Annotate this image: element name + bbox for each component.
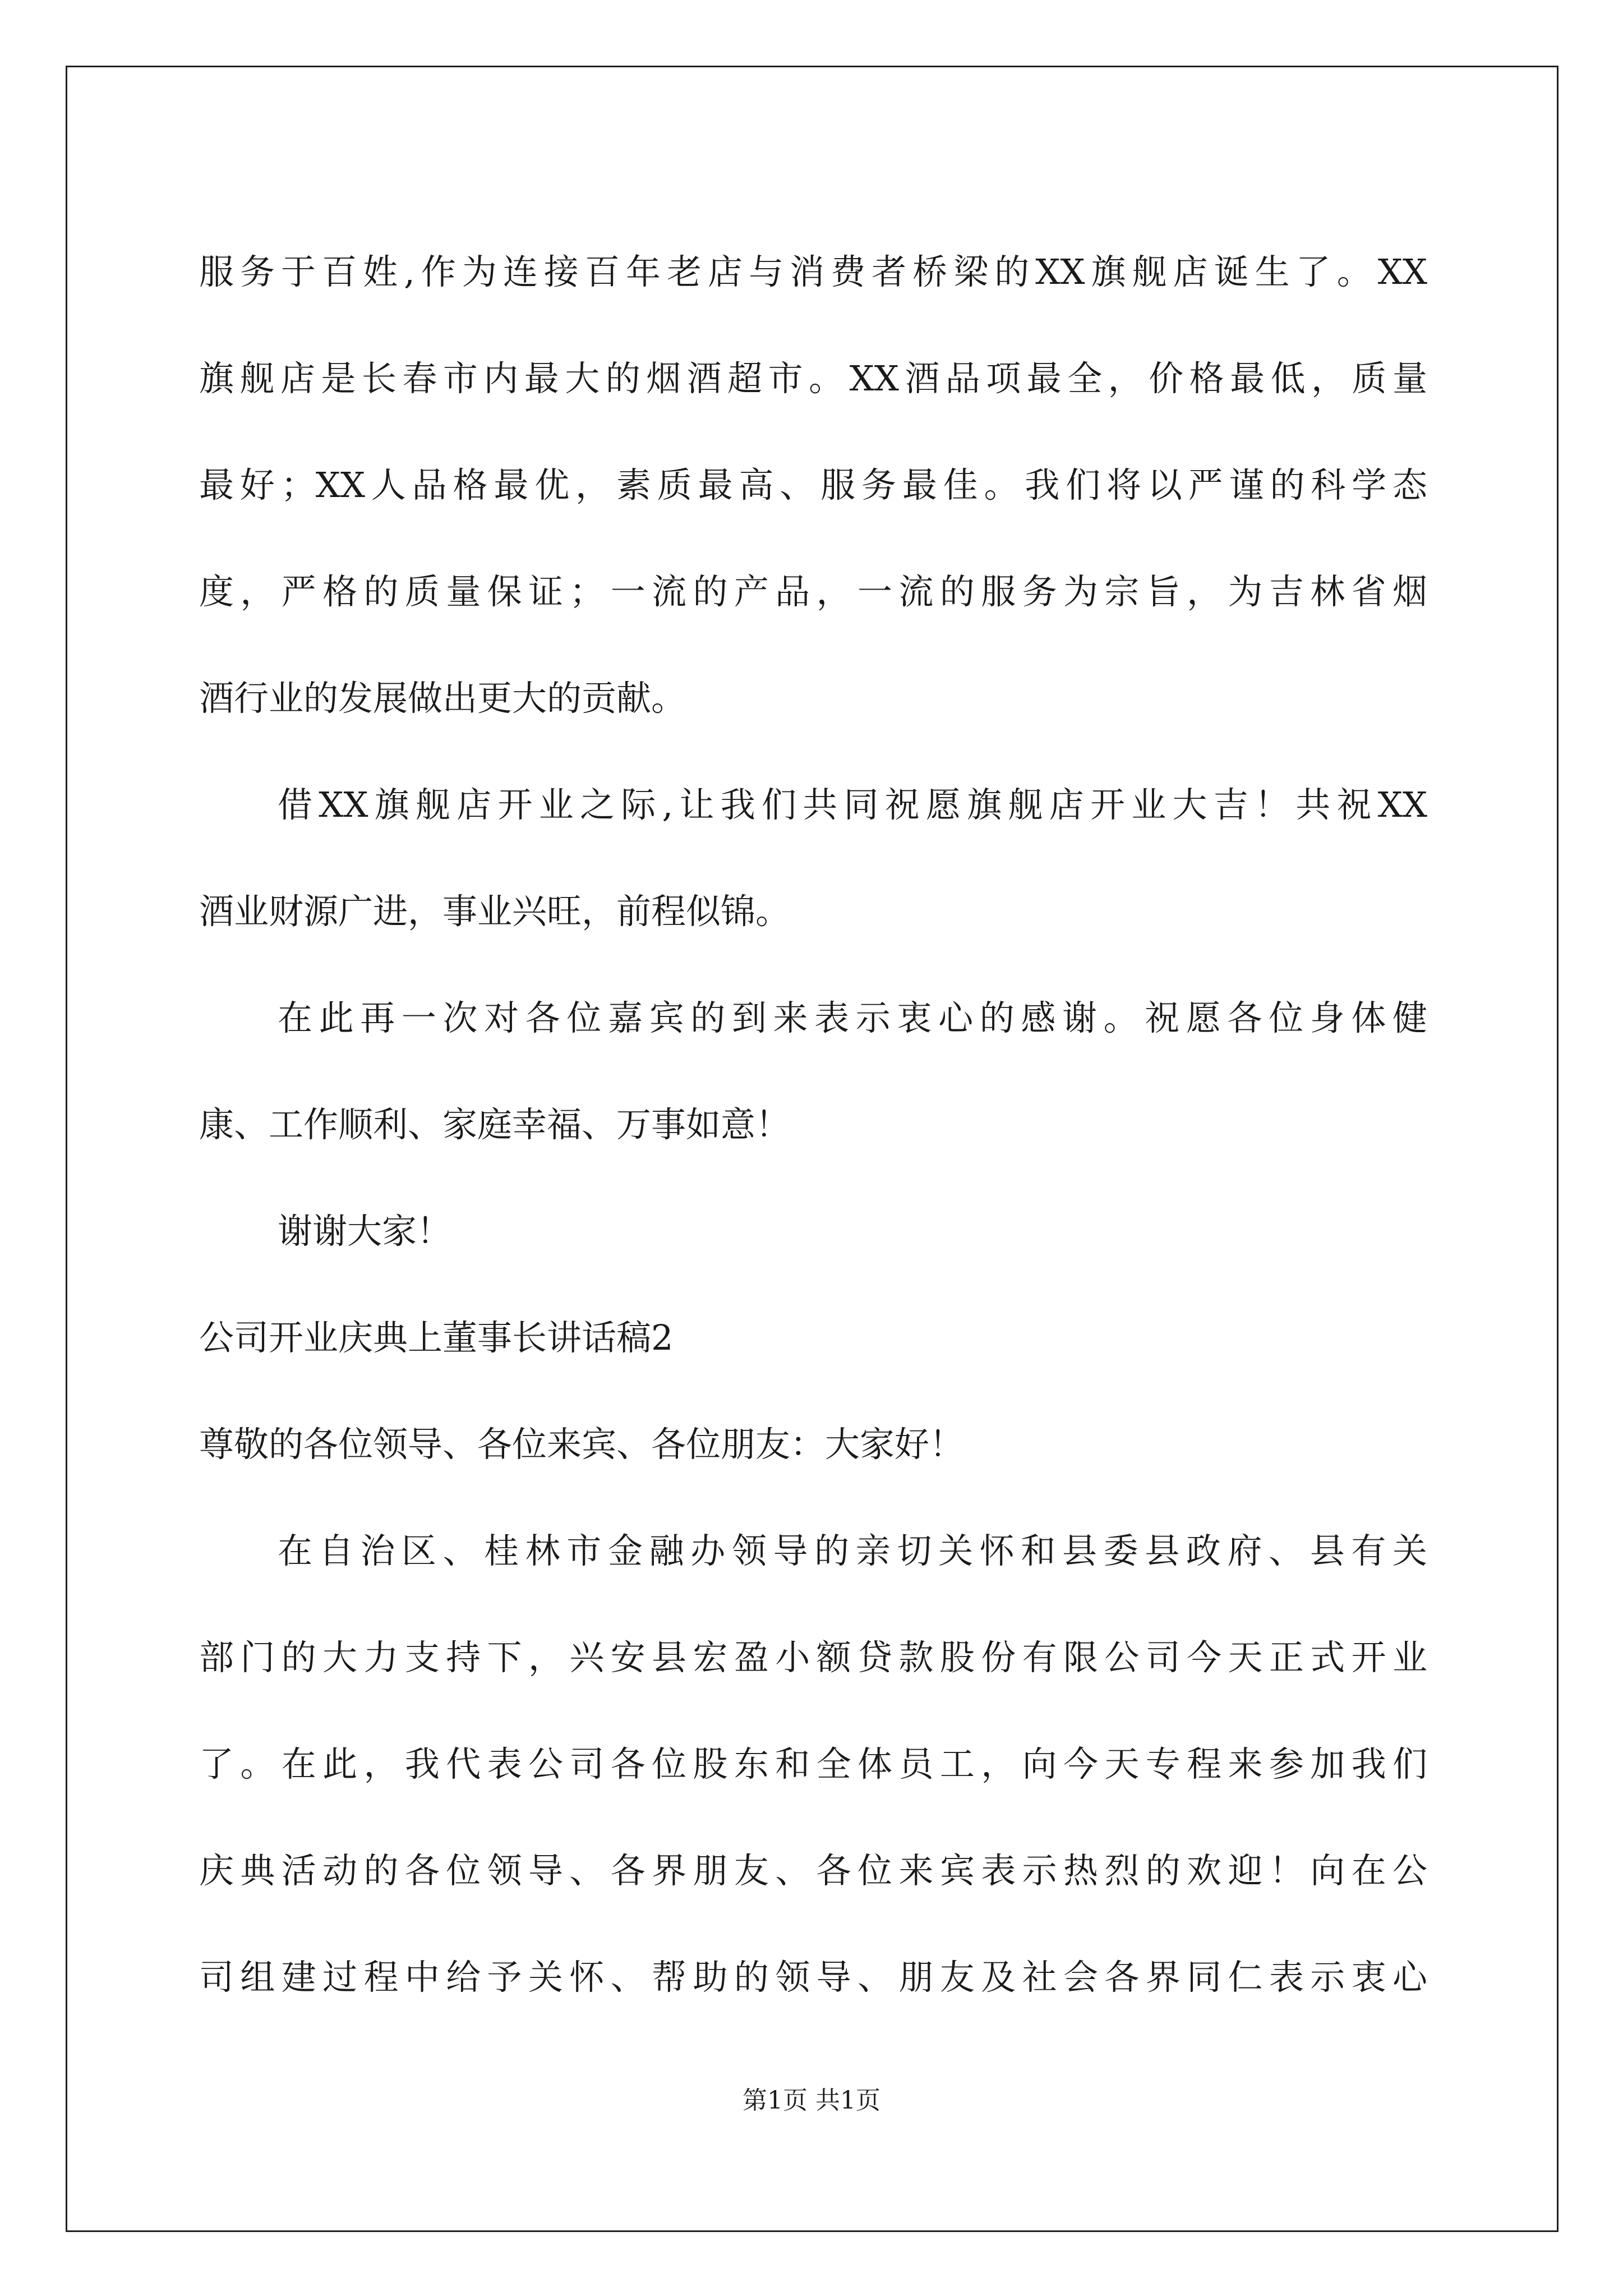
text-line: 借XX旗舰店开业之际,让我们共同祝愿旗舰店开业大吉！共祝XX — [278, 784, 1427, 825]
text-line: 酒业财源广进，事业兴旺，前程似锦。 — [199, 891, 791, 932]
section-heading: 尊敬的各位领导、各位来宾、各位朋友：大家好！ — [199, 1424, 965, 1465]
text-line: 了。在此，我代表公司各位股东和全体员工，向今天专程来参加我们 — [199, 1743, 1427, 1784]
section-heading: 公司开业庆典上董事长讲话稿2 — [199, 1317, 674, 1358]
document-body — [199, 219, 1427, 2031]
text-line: 部门的大力支持下，兴安县宏盈小额贷款股份有限公司今天正式开业 — [199, 1637, 1427, 1678]
text-line: 在自治区、桂林市金融办领导的亲切关怀和县委县政府、县有关 — [278, 1530, 1427, 1571]
text-line: 司组建过程中给予关怀、帮助的领导、朋友及社会各界同仁表示衷心 — [199, 1957, 1427, 1998]
text-line: 康、工作顺利、家庭幸福、万事如意！ — [199, 1104, 791, 1145]
text-line: 在此再一次对各位嘉宾的到来表示衷心的感谢。祝愿各位身体健 — [278, 997, 1427, 1038]
text-line: 庆典活动的各位领导、各界朋友、各位来宾表示热烈的欢迎！向在公 — [199, 1850, 1427, 1891]
text-line: 度，严格的质量保证；一流的产品，一流的服务为宗旨，为吉林省烟 — [199, 571, 1427, 612]
page-footer: 第1页 共1页 — [743, 2086, 880, 2115]
text-line: 旗舰店是长春市内最大的烟酒超市。XX酒品项最全，价格最低，质量 — [199, 358, 1427, 399]
text-line: 谢谢大家！ — [278, 1211, 452, 1251]
text-line: 服务于百姓,作为连接百年老店与消费者桥梁的XX旗舰店诞生了。XX — [199, 251, 1427, 292]
text-line: 酒行业的发展做出更大的贡献。 — [199, 678, 686, 719]
text-line: 最好；XX人品格最优，素质最高、服务最佳。我们将以严谨的科学态 — [199, 464, 1427, 505]
